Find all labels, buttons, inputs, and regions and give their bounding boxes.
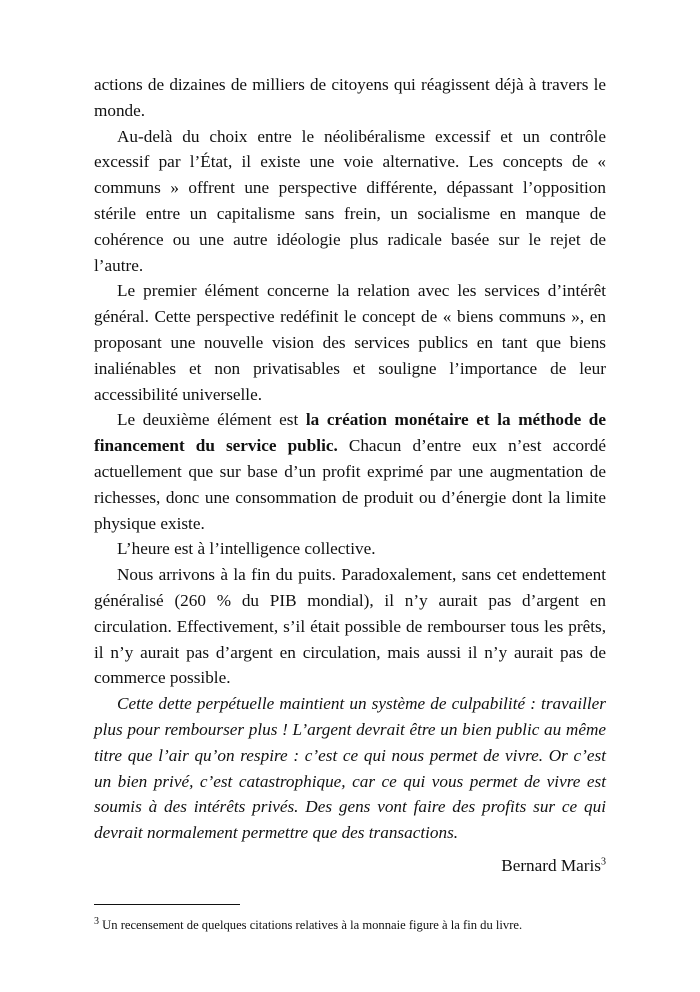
quote-attribution — [94, 854, 606, 878]
footnote-marker: 3 — [94, 915, 99, 927]
paragraph-collective-intelligence: L’heure est à l’intelligence collective. — [117, 539, 376, 559]
author-name: Bernard Maris — [501, 856, 601, 875]
footnote-divider — [94, 904, 240, 905]
paragraph-first-element: Le premier élément concerne la relation avec les services d’intérêt général. Cette perspective redéfinit le concept de « biens communs », en proposant une nouvelle vision des services publics en tant que biens inaliénables et non privatisables et souligne l’importance de leur accessibilité universelle. — [94, 281, 606, 404]
footnote-reference[interactable]: 3 — [601, 856, 606, 868]
second-element-intro: Le deuxième élément est — [117, 410, 306, 430]
paragraph-alternative: Au-delà du choix entre le néolibéralisme excessif et un contrôle excessif par l’État, il existe une voie alternative. Les concepts de « communs » offrent une perspective différente, dépassant l’opposition stérile entre un capitalisme sans frein, un socialisme en manque de cohérence ou une autre idéologie plus radicale basée sur le rejet de l’autre. — [94, 126, 606, 275]
footnote-text: Un recensement de quelques citations relatives à la monnaie figure à la fin du livre. — [99, 918, 523, 932]
paragraph-continuation: actions de dizaines de milliers de citoyens qui réagissent déjà à travers le monde. — [94, 75, 606, 120]
main-text — [94, 72, 606, 846]
second-element-bold: la création monétaire et la méthode de financement du service public. — [94, 410, 606, 456]
paragraph-debt: Nous arrivons à la fin du puits. Paradoxalement, sans cet endettement généralisé (260 % du PIB mondial), il n’y aurait pas d’argent en circulation. Effectivement, s’il était possible de rembourser tous les prêts, il n’y aurait pas d’argent en circulation, mais aussi il n’y aurait pas de commerce possible. — [94, 565, 606, 688]
paragraph-second-element — [94, 407, 606, 536]
quote-paragraph: Cette dette perpétuelle maintient un système de culpabilité : travailler plus pour rembourser plus ! L’argent devrait être un bien public au même titre que l’air qu’on respire : c’est ce qui nous permet de vivre. Or c’est un bien privé, c’est catastrophique, car ce qui vous permet de vivre est soumis à des intérêts privés. Des gens vont faire des profits sur ce qui devrait normalement permettre que des transactions. — [94, 694, 606, 843]
second-element-rest: Chacun d’entre eux n’est accordé actuellement que sur base d’un profit exprimé par une augmentation de richesses, donc une consommation de produit ou d’énergie dont la limite physique existe. — [94, 436, 606, 533]
footnote — [94, 917, 614, 933]
